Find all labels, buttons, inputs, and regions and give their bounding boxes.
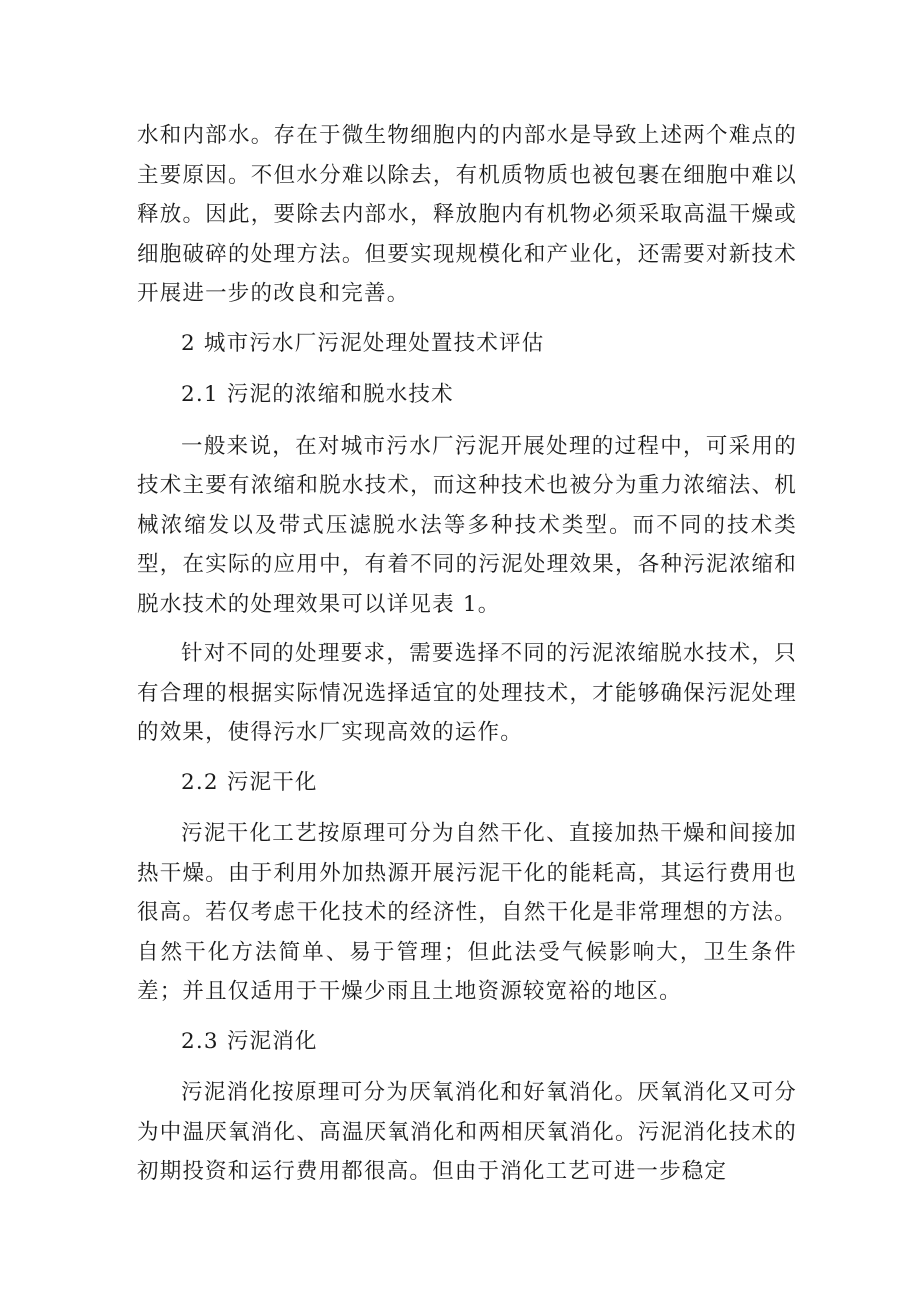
paragraph-technique-selection: 针对不同的处理要求，需要选择不同的污泥浓缩脱水技术，只有合理的根据实际情况选择适宜的处理技术，才能够确保污泥处理的效果，使得污水厂实现高效的运作。 xyxy=(137,641,797,745)
subsection-heading-2-2: 2.2 污泥干化 xyxy=(181,769,318,795)
paragraph-sludge-digestion: 污泥消化按原理可分为厌氧消化和好氧消化。厌氧消化又可分为中温厌氧消化、高温厌氧消化和两相厌氧消化。污泥消化技术的初期投资和运行费用都很高。但由于消化工艺可进一步稳定 xyxy=(137,1080,797,1184)
paragraph-sludge-drying: 污泥干化工艺按原理可分为自然干化、直接加热干燥和间接加热干燥。由于利用外加热源开展污泥干化的能耗高，其运行费用也很高。若仅考虑干化技术的经济性，自然干化是非常理想的方法。自然干化方法简单、易于管理；但此法受气候影响大，卫生条件差；并且仅适用于干燥少雨且土地资源较宽裕的地区。 xyxy=(137,821,797,1004)
section-heading-2: 2 城市污水厂污泥处理处置技术评估 xyxy=(181,330,545,356)
paragraph-thickening-dewatering: 一般来说，在对城市污水厂污泥开展处理的过程中，可采用的技术主要有浓缩和脱水技术，而这种技术也被分为重力浓缩法、机械浓缩发以及带式压滤脱水法等多种技术类型。而不同的技术类型，在实际的应用中，有着不同的污泥处理效果，各种污泥浓缩和脱水技术的处理效果可以详见表 1。 xyxy=(137,433,797,617)
subsection-heading-2-1: 2.1 污泥的浓缩和脱水技术 xyxy=(181,382,454,407)
document-body xyxy=(137,116,797,1202)
paragraph-continued: 水和内部水。存在于微生物细胞内的内部水是导致上述两个难点的主要原因。不但水分难以除去，有机质物质也被包裹在细胞中难以释放。因此，要除去内部水，释放胞内有机物必须采取高温干燥或细胞破碎的处理方法。但要实现规模化和产业化，还需要对新技术开展进一步的改良和完善。 xyxy=(137,123,797,306)
subsection-heading-2-3: 2.3 污泥消化 xyxy=(181,1028,318,1054)
